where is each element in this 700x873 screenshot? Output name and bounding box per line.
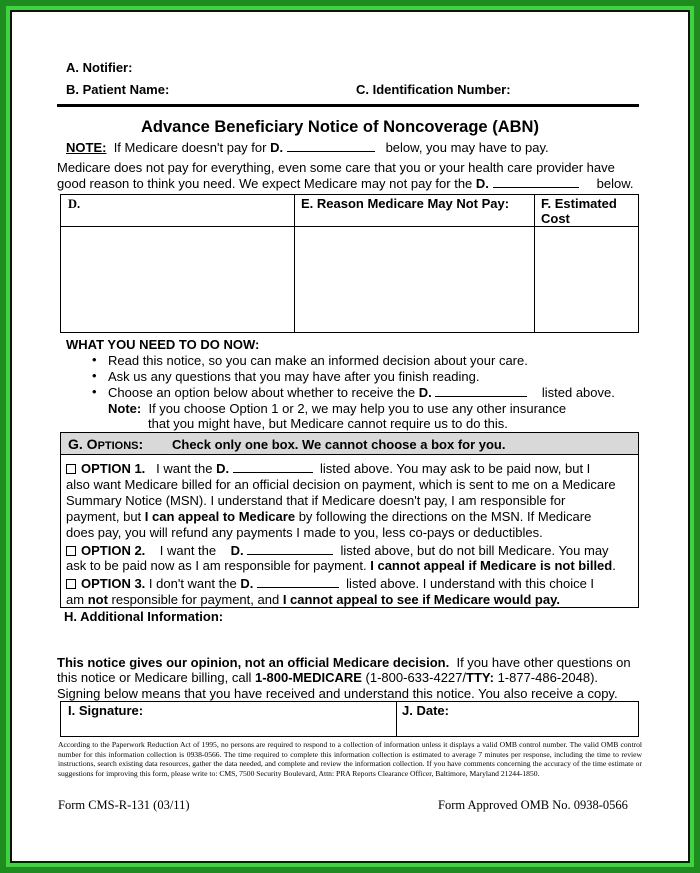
option-1-text-b: listed above. You may ask to be paid now, but I: [320, 461, 591, 476]
date-label: J. Date:: [402, 703, 449, 718]
estimated-cost-cell[interactable]: [535, 227, 638, 332]
todo-heading: WHAT YOU NEED TO DO NOW:: [66, 337, 260, 352]
option-1-label: OPTION 1.: [81, 461, 146, 476]
tty-label: TTY:: [466, 670, 494, 685]
option-2-text-a: I want the: [159, 543, 217, 558]
option-3-blank: [257, 577, 339, 588]
additional-information-label: H. Additional Information:: [64, 609, 224, 624]
todo-bullet-3-end: listed above.: [541, 385, 615, 400]
additional-information-field[interactable]: [60, 626, 639, 652]
intro-blank: [493, 177, 579, 188]
paperwork-reduction-notice: According to the Paperwork Reduction Act of 1995, no persons are required to respond to a collection of information unless it displays a valid OMB control number. The valid OMB control number for this information collection is 0938-0566. The time required to complete this information collection is estimated to average 7 minutes per response, including the time to review instructions, search existing data resources, gather the data needed, and complete and review the information collection. If you have comments concerning the accuracy of the time estimate or suggestions for improving this form, please write to: CMS, 7500 Security Boulevard, Attn: PRA Reports Clearance Officer, Baltimore, Maryland 21244-1850.: [58, 740, 642, 778]
signature-label: I. Signature:: [68, 703, 144, 718]
option-3-line-2c: responsible for payment, and: [111, 592, 280, 607]
column-d-header: D.: [68, 197, 81, 211]
option-2-line-2a: ask to be paid now as I am responsible for payment.: [66, 558, 367, 573]
option-2-line-2: [66, 558, 616, 573]
note-d: D.: [270, 140, 284, 155]
todo-note-text-1: If you choose Option 1 or 2, we may help you to use any other insurance: [148, 401, 567, 416]
option-1-line-5: does pay, you will refund any payments I made to you, less co-pays or deductibles.: [66, 525, 543, 540]
todo-note-line-2: that you might have, but Medicare cannot require us to do this.: [148, 416, 508, 431]
opinion-line-3: Signing below means that you have received and understand this notice. You also receive a copy.: [57, 686, 618, 701]
notifier-label: A. Notifier:: [66, 60, 133, 75]
medicare-phone-name: 1-800-MEDICARE: [255, 670, 362, 685]
option-3-not: not: [87, 592, 108, 607]
option-3-line-2: [66, 592, 560, 607]
intro-line-2: [57, 176, 633, 191]
signature-field[interactable]: [61, 718, 395, 736]
option-1-line-4a: payment, but: [66, 509, 142, 524]
option-3-label: OPTION 3.: [81, 576, 146, 591]
opinion-line-2a: this notice or Medicare billing, call: [57, 670, 252, 685]
option-2-period: .: [612, 558, 616, 573]
tty-number: 1-877-486-2048).: [497, 670, 599, 685]
option-1-line-4: [66, 509, 591, 524]
options-header-rule: [60, 454, 639, 455]
option-3-text-b: listed above. I understand with this choice I: [346, 576, 595, 591]
option-3-no-appeal: I cannot appeal to see if Medicare would pay.: [282, 592, 560, 607]
column-f-header-line1: F. Estimated: [541, 196, 617, 211]
option-1-line-4c: by following the directions on the MSN. If Medicare: [298, 509, 592, 524]
medicare-phone-number: (1-800-633-4227/: [365, 670, 467, 685]
option-2-no-appeal: I cannot appeal if Medicare is not billed: [370, 558, 613, 573]
options-header-g: G. O: [68, 436, 98, 452]
reason-cell[interactable]: [295, 227, 533, 332]
omb-number: Form Approved OMB No. 0938-0566: [438, 798, 628, 812]
option-1-line-1: [66, 461, 590, 476]
option-1-line-3: Summary Notice (MSN). I understand that if Medicare doesn't pay, I am responsible for: [66, 493, 566, 508]
bullet-2-mark: •: [92, 368, 97, 383]
option-2-blank: [247, 544, 333, 555]
intro-d: D.: [475, 176, 489, 191]
note-label: NOTE:: [66, 140, 107, 155]
todo-bullet-2: Ask us any questions that you may have after you finish reading.: [108, 369, 480, 384]
opinion-statement: This notice gives our opinion, not an official Medicare decision.: [57, 655, 450, 670]
date-field[interactable]: [397, 718, 638, 736]
option-2-label: OPTION 2.: [81, 543, 146, 558]
option-3-line-1: [66, 576, 594, 591]
column-e-header: E. Reason Medicare May Not Pay:: [301, 196, 510, 211]
identification-number-label: C. Identification Number:: [356, 82, 511, 97]
form-title: Advance Beneficiary Notice of Noncoverage (ABN): [141, 118, 539, 136]
todo-blank: [435, 386, 527, 397]
todo-note-label: Note:: [108, 401, 142, 416]
todo-d: D.: [418, 385, 432, 400]
intro-line-2-text: good reason to think you need. We expect Medicare may not pay for the: [57, 176, 473, 191]
option-2-text-b: listed above, but do not bill Medicare. You may: [340, 543, 609, 558]
note-blank: [287, 141, 375, 152]
bullet-3-mark: •: [92, 384, 97, 399]
options-header-ptions: PTIONS: [97, 440, 139, 452]
note-text-a: If Medicare doesn't pay for: [113, 140, 267, 155]
todo-bullet-3-text: Choose an option below about whether to receive the: [108, 385, 416, 400]
option-1-appeal: I can appeal to Medicare: [144, 509, 296, 524]
todo-bullet-3: [108, 385, 615, 400]
option-3-am: am: [66, 592, 85, 607]
item-cell[interactable]: [61, 227, 293, 332]
option-2-d: D.: [230, 543, 244, 558]
todo-note-line-1: [108, 401, 566, 416]
option-1-d: D.: [216, 461, 230, 476]
column-f-header-line2: Cost: [541, 211, 570, 226]
option-1-blank: [233, 462, 313, 473]
option-3-text-a: I don't want the: [148, 576, 237, 591]
options-header-title: [68, 436, 143, 452]
option-1-text-a: I want the: [156, 461, 213, 476]
option-1-checkbox[interactable]: [66, 464, 76, 474]
option-2-checkbox[interactable]: [66, 546, 76, 556]
bullet-1-mark: •: [92, 352, 97, 367]
patient-name-label: B. Patient Name:: [66, 82, 170, 97]
options-instruction: Check only one box. We cannot choose a box for you.: [172, 437, 506, 452]
option-1-line-2: also want Medicare billed for an official decision on payment, which is sent to me on a Medicare: [66, 477, 616, 492]
option-2-line-1: [66, 543, 609, 558]
intro-line-2-end: below.: [596, 176, 634, 191]
option-3-checkbox[interactable]: [66, 579, 76, 589]
opinion-line-2: [57, 670, 598, 685]
intro-line-1: Medicare does not pay for everything, even some care that you or your health care provider have: [57, 160, 615, 175]
options-header-colon: :: [138, 436, 144, 452]
opinion-line-1b: If you have other questions on: [456, 655, 631, 670]
form-id: Form CMS-R-131 (03/11): [58, 798, 190, 812]
note-text-b: below, you may have to pay.: [385, 140, 549, 155]
note-line: [66, 140, 549, 155]
opinion-line-1: [57, 655, 631, 670]
option-3-d: D.: [240, 576, 254, 591]
todo-bullet-1: Read this notice, so you can make an informed decision about your care.: [108, 353, 528, 368]
header-rule: [57, 104, 639, 107]
